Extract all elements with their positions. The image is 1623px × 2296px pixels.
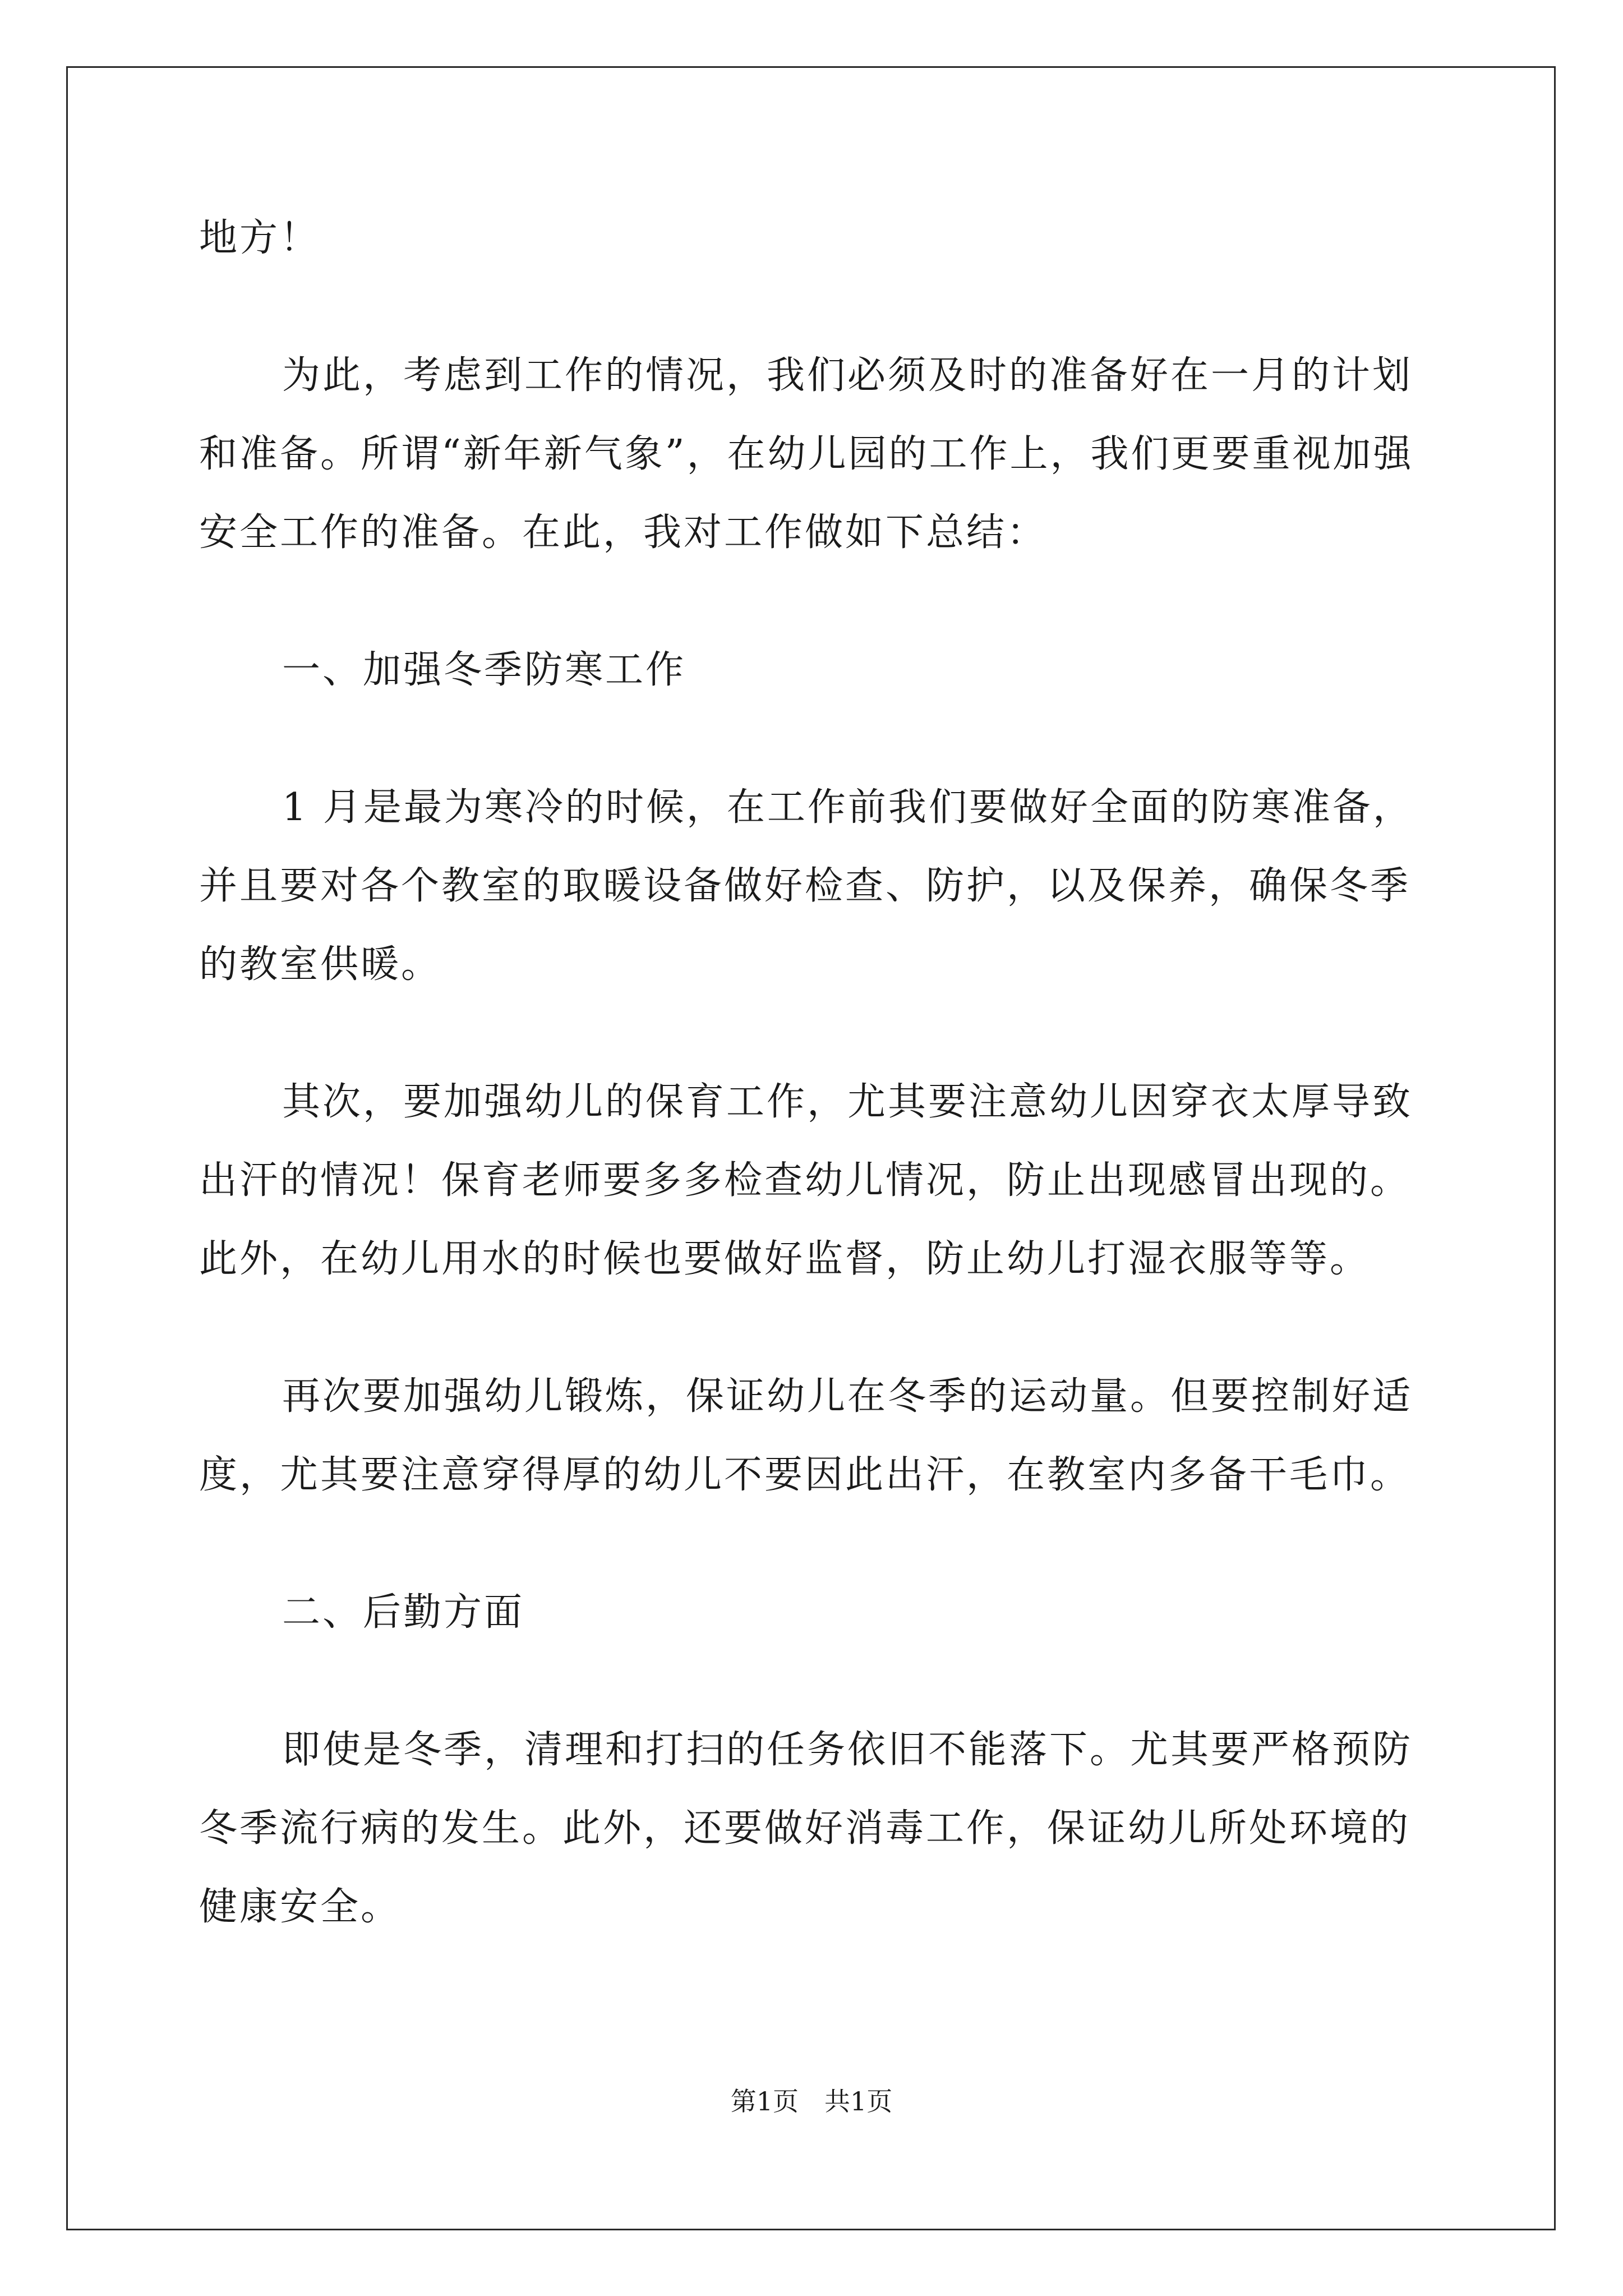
paragraph-line: 冬季流行病的发生。此外，还要做好消毒工作，保证幼儿所处环境的	[199, 1806, 1411, 1851]
paragraph-line: 并且要对各个教室的取暖设备做好检查、防护，以及保养，确保冬季	[199, 864, 1411, 908]
paragraph-line: 1 月是最为寒冷的时候，在工作前我们要做好全面的防寒准备，	[282, 785, 1413, 830]
section-heading: 二、后勤方面	[282, 1590, 525, 1635]
paragraph-line: 和准备。所谓“新年新气象”，在幼儿园的工作上，我们更要重视加强	[199, 432, 1414, 476]
paragraph-line: 度，尤其要注意穿得厚的幼儿不要因此出汗，在教室内多备干毛巾。	[199, 1453, 1411, 1497]
section-heading: 一、加强冬季防寒工作	[282, 648, 686, 692]
paragraph-line: 健康安全。	[199, 1885, 402, 1929]
paragraph-line: 出汗的情况！保育老师要多多检查幼儿情况，防止出现感冒出现的。	[199, 1158, 1411, 1203]
page-number: 第1页 共1页	[730, 2086, 893, 2116]
paragraph-line: 其次，要加强幼儿的保育工作，尤其要注意幼儿因穿衣太厚导致	[282, 1080, 1413, 1124]
text-line: 地方！	[199, 216, 321, 260]
paragraph-line: 即使是冬季，清理和打扫的任务依旧不能落下。尤其要严格预防	[282, 1728, 1413, 1772]
paragraph-line: 的教室供暖。	[199, 942, 442, 987]
paragraph-line: 此外，在幼儿用水的时候也要做好监督，防止幼儿打湿衣服等等。	[199, 1237, 1371, 1281]
paragraph-line: 为此，考虑到工作的情况，我们必须及时的准备好在一月的计划	[282, 353, 1413, 398]
paragraph-line: 再次要加强幼儿锻炼，保证幼儿在冬季的运动量。但要控制好适	[282, 1374, 1413, 1419]
paragraph-line: 安全工作的准备。在此，我对工作做如下总结：	[199, 510, 1048, 555]
